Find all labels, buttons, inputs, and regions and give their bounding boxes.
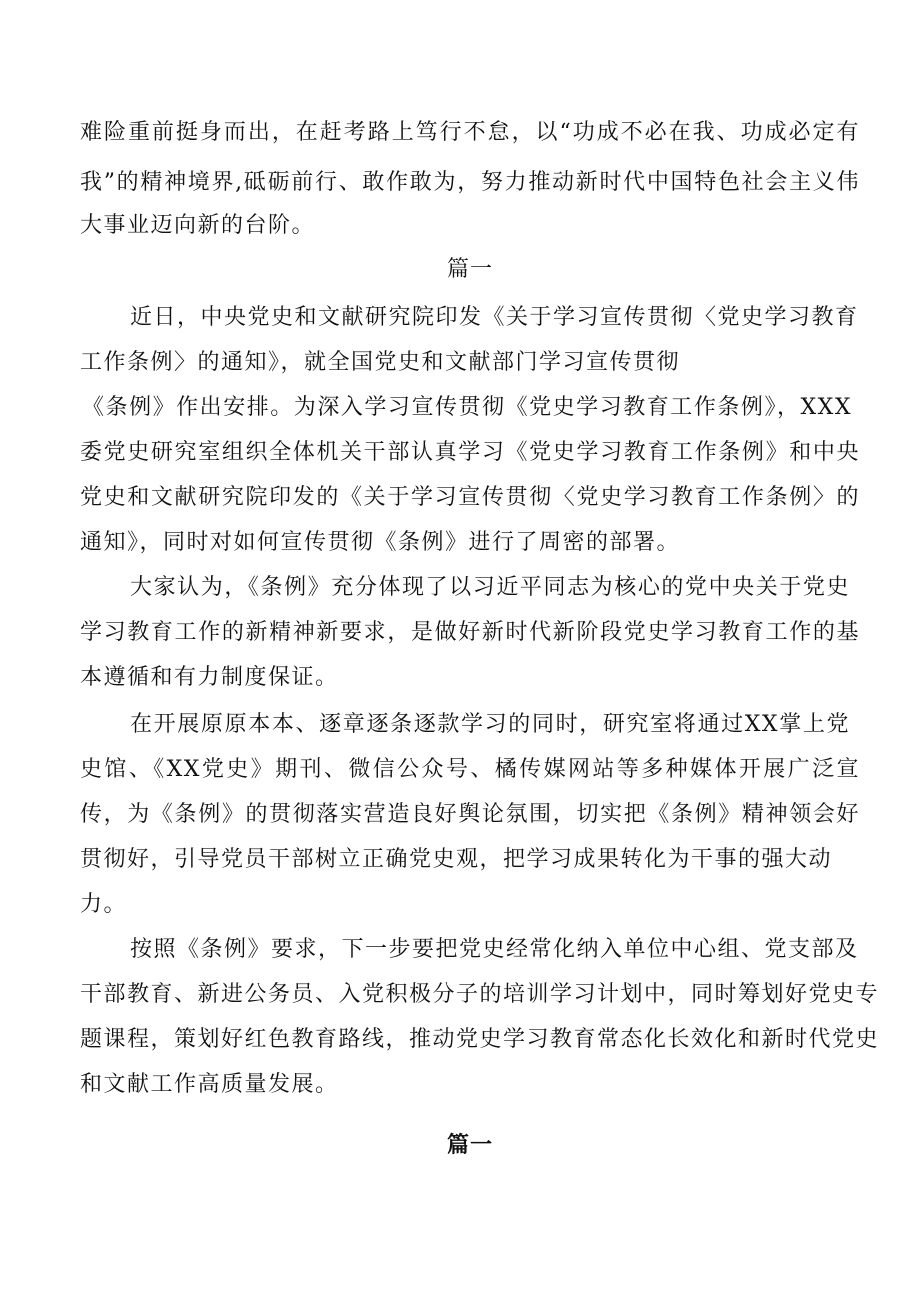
paragraph-line: 力。 xyxy=(80,892,128,917)
paragraph-line: 委党史研究室组织全体机关干部认真学习《党史学习教育工作条例》和中央 xyxy=(80,440,860,465)
paragraph-line: 党史和文献研究院印发的《关于学习宣传贯彻〈党史学习教育工作条例〉的 xyxy=(80,485,860,510)
paragraph-line: 通知》，同时对如何宣传贯彻《条例》进行了周密的部署。 xyxy=(80,530,681,555)
paragraph-line: 工作条例〉的通知》，就全国党史和文献部门学习宣传贯彻 xyxy=(80,350,681,375)
paragraph-line: 在开展原原本本、逐章逐条逐款学习的同时，研究室将通过XX掌上党 xyxy=(130,712,850,737)
paragraph-line: 《条例》作出安排。为深入学习宣传贯彻《党史学习教育工作条例》，XXX xyxy=(82,395,852,420)
opening-paragraph-line: 大事业迈向新的台阶。 xyxy=(80,213,316,238)
paragraph-line: 按照《条例》要求，下一步要把党史经常化纳入单位中心组、党支部及 xyxy=(130,937,859,962)
section-heading: 篇一 xyxy=(446,257,493,282)
paragraph-line: 题课程，策划好红色教育路线，推动党史学习教育常态化长效化和新时代党史 xyxy=(80,1027,880,1052)
opening-paragraph-line: 难险重前挺身而出，在赶考路上笃行不怠，以“功成不必在我、功成必定有 xyxy=(80,120,860,145)
paragraph-line: 传，为《条例》的贯彻落实营造良好舆论氛围，切实把《条例》精神领会好 xyxy=(80,802,860,827)
paragraph-line: 学习教育工作的新精神新要求，是做好新时代新阶段党史学习教育工作的基 xyxy=(80,620,860,645)
paragraph-line: 和文献工作高质量发展。 xyxy=(80,1072,339,1097)
opening-paragraph-line: 我”的精神境界,砥砺前行、敢作敢为，努力推动新时代中国特色社会主义伟 xyxy=(80,170,860,195)
paragraph-line: 贯彻好，引导党员干部树立正确党史观，把学习成果转化为干事的强大动 xyxy=(80,847,833,872)
paragraph-line: 本遵循和有力制度保证。 xyxy=(80,665,339,690)
paragraph-line: 干部教育、新进公务员、入党积极分子的培训学习计划中，同时筹划好党史专 xyxy=(80,982,880,1007)
paragraph-line: 近日，中央党史和文献研究院印发《关于学习宣传贯彻〈党史学习教育 xyxy=(130,305,859,330)
paragraph-line: 史馆、《XX党史》期刊、微信公众号、橘传媒网站等多种媒体开展广泛宣 xyxy=(80,757,860,782)
section-heading: 篇一 xyxy=(446,1132,493,1158)
paragraph-line: 大家认为，《条例》充分体现了以习近平同志为核心的党中央关于党史 xyxy=(130,575,850,600)
